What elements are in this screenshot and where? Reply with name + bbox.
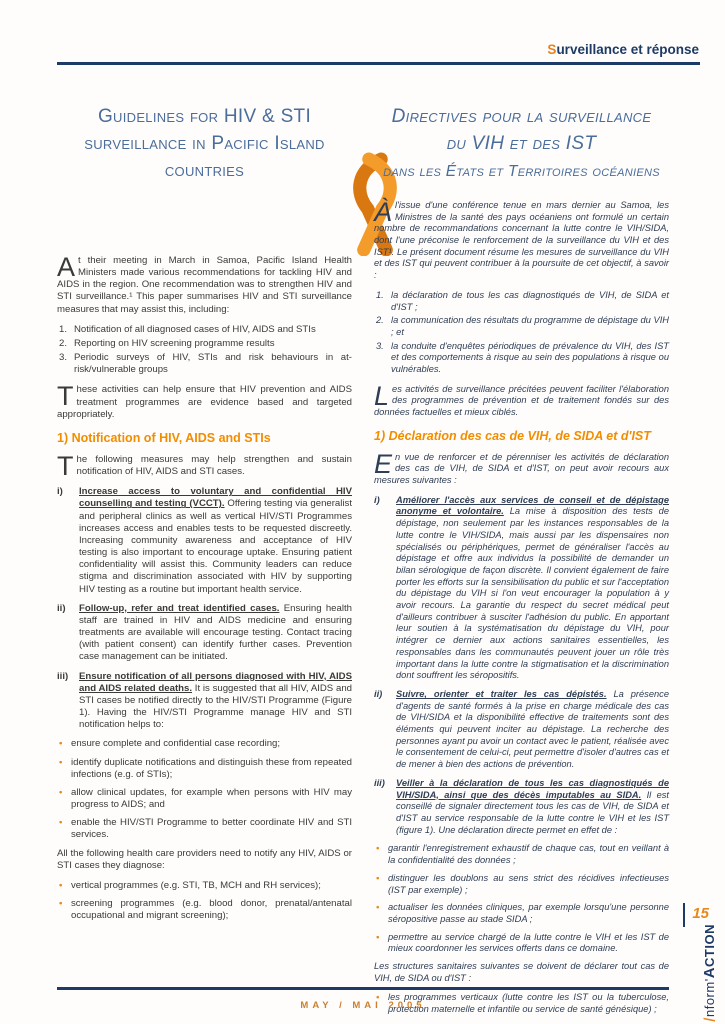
item-text: Offering testing via generalist and peripheral clinics as well as vertical HIV/STI Programmes increases access and enables tests to be requested discreetly. Increasing community awareness and acceptance of HIV testing is also important to encourage uptake. Ensuring patient confidentiality will assist this. Community leaders can reduce stigma and discrimination associated with HIV by supporting HIV testing as a routine but important health service. (79, 498, 352, 595)
item-number: 1. (376, 289, 384, 300)
journal-initial-i: I (700, 1017, 719, 1023)
roman-item (57, 486, 352, 596)
roman-item (57, 603, 352, 664)
item-text: Reporting on HIV screening programme results (74, 337, 275, 349)
roman-item (374, 778, 669, 837)
numbered-item (374, 290, 669, 313)
dropcap: E (374, 448, 393, 479)
numbered-item (374, 341, 669, 376)
intro-paragraph-en (57, 251, 352, 316)
paragraph-text: es activités de surveillance précitées peuvent faciliter l'élaboration des programmes de prévention et de traitement fondés sur des données factuelles et mieux ciblés. (374, 383, 669, 418)
item-text: Notification of all diagnosed cases of HIV, AIDS and STIs (74, 323, 316, 335)
bullet-item: • garantir l'enregistrement exhaustif de chaque cas, tout en veillant à la confidentialité des données ; (374, 843, 669, 866)
title-line: du VIH et des IST (446, 132, 597, 154)
item-number: 2. (59, 337, 68, 349)
bullet-item: • permettre au service chargé de la lutte contre le VIH et les IST de mieux coordonner les services offerts dans ce domaine. (374, 932, 669, 955)
journal-part: nform' (702, 978, 717, 1018)
header-accent-letter: S (547, 42, 557, 57)
title-line: countries (164, 159, 245, 181)
item-label: i) (374, 494, 380, 505)
header-rule (57, 62, 700, 65)
item-lead: Increase access to voluntary and confidential HIV counselling and testing (VCCT). (79, 486, 352, 510)
section-heading-fr: 1) Déclaration des cas de VIH, de SIDA et d'IST (374, 428, 651, 443)
roman-item (374, 689, 669, 771)
item-label: iii) (57, 670, 69, 682)
dropcap: À (374, 196, 393, 227)
item-lead: Ensure notification of all persons diagnosed with HIV, AIDS and AIDS related deaths. (79, 670, 352, 694)
item-text: la communication des résultats du programme de dépistage du VIH ; et (391, 315, 669, 337)
title-line: surveillance in Pacific Island (84, 132, 325, 154)
paragraph-text: hese activities can help ensure that HIV prevention and AIDS treatment programmes are evidence based and targeted appropriately. (57, 384, 352, 420)
item-text: la conduite d'enquêtes périodiques de prévalence du VIH, des IST et des comportements à risque au sein des populations à risque ou vulnérables. (391, 340, 669, 375)
item-lead: Veiller à la déclaration de tous les cas diagnostiqués de VIH/SIDA, ainsi que des décès imputables au SIDA. (396, 777, 669, 800)
numbered-item (374, 315, 669, 338)
numbered-item (57, 352, 352, 376)
title-line: Guidelines for HIV & STI (97, 106, 312, 127)
bullet-item: • actualiser les données cliniques, par exemple lorsqu'une personne séropositive passe au stade SIDA ; (374, 902, 669, 925)
paragraph-text: n vue de renforcer et de pérenniser les activités de déclaration des cas de VIH, de SIDA et d'IST, on peut avoir recours aux mesures suivantes : (374, 451, 669, 486)
footer-date: MAY / MAI 2005 (300, 1000, 426, 1011)
bullet-item: • identify duplicate notifications and distinguish these from repeated infections (e.g. of STIs); (57, 757, 352, 781)
item-lead: Améliorer l'accès aux services de conseil et de dépistage anonyme et volontaire. (396, 494, 669, 517)
footer-rule (57, 987, 669, 990)
journal-part: CTION (702, 924, 717, 967)
numbered-list-fr (374, 290, 669, 376)
item-text: Il est conseillé de signaler directement tous les cas de VIH, de SIDA et d'IST au service responsable de la lutte contre le VIH et les IST (figure 1). Une déclaration directe permet en effet de : (396, 789, 669, 835)
section-heading-en: 1) Notification of HIV, AIDS and STIs (57, 430, 271, 445)
section-intro-en (57, 450, 352, 481)
item-number: 3. (59, 352, 68, 364)
two-column-layout (57, 92, 669, 1022)
dropcap: T (57, 450, 74, 481)
dropcap: A (57, 251, 76, 282)
bullet-item: • les programmes verticaux (lutte contre les IST ou la tuberculose, protection maternelle et infantile ou service de santé génésique) ; (374, 992, 669, 1015)
item-label: iii) (374, 777, 385, 788)
intro-text: l'issue d'une conférence tenue en mars dernier au Samoa, les Ministres de la santé des pays océaniens ont formulé un certain nombre de recommandations concernant la lutte contre le VIH/SIDA, dont l'une préconise le renforcement de la surveillance du VIH et des IST¹. Le présent document résume les mesures de surveillance du VIH et des IST qui peuvent contribuer à la poursuite de cet objectif, à savoir : (374, 199, 669, 281)
bullet-item: • enable the HIV/STI Programme to better coordinate HIV and STI services. (57, 817, 352, 841)
bullet-item: • screening programmes (e.g. blood donor, prenatal/antenatal occupational and migrant screening); (57, 898, 352, 922)
item-lead: Follow-up, refer and treat identified cases. (79, 602, 280, 614)
roman-item (374, 495, 669, 682)
item-number: 2. (376, 315, 384, 326)
item-lead: Suivre, orienter et traiter les cas dépistés. (396, 688, 607, 699)
numbered-item (57, 324, 352, 336)
item-text: Periodic surveys of HIV, STIs and risk behaviours in at-risk/vulnerable groups (74, 352, 352, 376)
bullet-item: • vertical programmes (e.g. STI, TB, MCH and RH services); (57, 880, 352, 892)
roman-item (57, 671, 352, 732)
paragraph-en (57, 381, 352, 421)
title-line: dans les États et Territoires océaniens (383, 162, 660, 180)
intro-paragraph-fr (374, 196, 669, 282)
item-text: la déclaration de tous les cas diagnostiqués de VIH, de SIDA et d'IST ; (391, 289, 669, 312)
bullet-item: • allow clinical updates, for example when persons with HIV may progress to AIDS; and (57, 787, 352, 811)
header-text: urveillance et réponse (556, 42, 699, 57)
english-column (57, 92, 352, 929)
journal-initial-a: A (701, 966, 718, 979)
section-header (547, 42, 699, 57)
item-text: La présence d'agents de santé formés à la prise en charge médicale des cas de VIH/SIDA et la disponibilité effective de traitements sont des éléments qui peuvent inciter au dépistage. La recherche des personnes ayant pu avoir un contact avec le patient, réalisée avec le consentement de celui-ci, peut permettre d'isoler d'autres cas et de mener à bien des actions de prévention. (396, 688, 669, 770)
paragraph-fr (374, 380, 669, 419)
page-number: 15 (692, 905, 709, 922)
article-title-en (57, 104, 352, 185)
item-text: Ensuring health staff are trained in HIV and AIDS medicine and ensuring treatments are available will encourage testing. Contact tracing (with patient consent) can identify further cases. Prevention case management can be initiated. (79, 602, 352, 663)
numbered-item (57, 338, 352, 350)
paragraph-en: All the following health care providers need to notify any HIV, AIDS or STI cases they diagnose: (57, 847, 352, 871)
item-label: ii) (374, 688, 383, 699)
bullet-item: • distinguer les doublons au sens strict des récidives infectieuses (IST par exemple) ; (374, 873, 669, 896)
item-label: i) (57, 486, 63, 498)
paragraph-fr: Les structures sanitaires suivantes se doivent de déclarer tout cas de VIH, de SIDA ou d'IST : (374, 961, 669, 983)
bullet-item: • ensure complete and confidential case recording; (57, 738, 352, 750)
section-intro-fr (374, 448, 669, 487)
french-column (374, 92, 669, 1022)
title-line: Directives pour la surveillance (391, 106, 652, 127)
dropcap: L (374, 380, 390, 411)
journal-name (700, 924, 720, 1022)
item-text: It is suggested that all HIV, AIDS and STI cases be notified directly to the HIV/STI Programme (Figure 1). Having the HIV/STI Programme manage HIV and STI notification helps to: (79, 682, 352, 731)
item-label: ii) (57, 602, 66, 614)
item-text: La mise à disposition des tests de dépistage, non seulement par les instances responsables de la lutte contre le VIH/SIDA, mais aussi par les dispensaires non spécialisés ou périphériques, permet de généraliser l'accès au dépistage et offre aux individus la possibilité de demander un bilan sérologique de façon discrète. Il convient également de faire porter les efforts sur la sensibilisation du public et sur l'acceptation du dépistage du VIH si l'on veut encourager la population à y avoir recours. La garantie du respect du secret médical peut d'ailleurs contribuer à susciter l'adhésion du public. En apportant leur soutien à la systématisation du dépistage du VIH, pour intégrer ce dernier aux actions sanitaires essentielles, les responsables dans les communautés peuvent jouer un rôle très important dans la lutte contre la stigmatisation et la discrimination dont souffrent les séropositifs. (396, 506, 669, 681)
article-title-fr (374, 104, 669, 185)
item-number: 3. (376, 340, 384, 351)
paragraph-text: he following measures may help strengthen and sustain notification of HIV, AIDS and STI cases. (76, 453, 352, 478)
intro-text: t their meeting in March in Samoa, Pacific Island Health Ministers made various recommendations for tackling HIV and AIDS in the region. One recommendation was to strengthen HIV and STI surveillance.¹ This paper summarises HIV and STI surveillance measures that may assist this, including: (57, 254, 352, 315)
item-number: 1. (59, 323, 68, 335)
numbered-list-en (57, 324, 352, 377)
page-number-rule (683, 903, 685, 927)
dropcap: T (57, 381, 74, 412)
